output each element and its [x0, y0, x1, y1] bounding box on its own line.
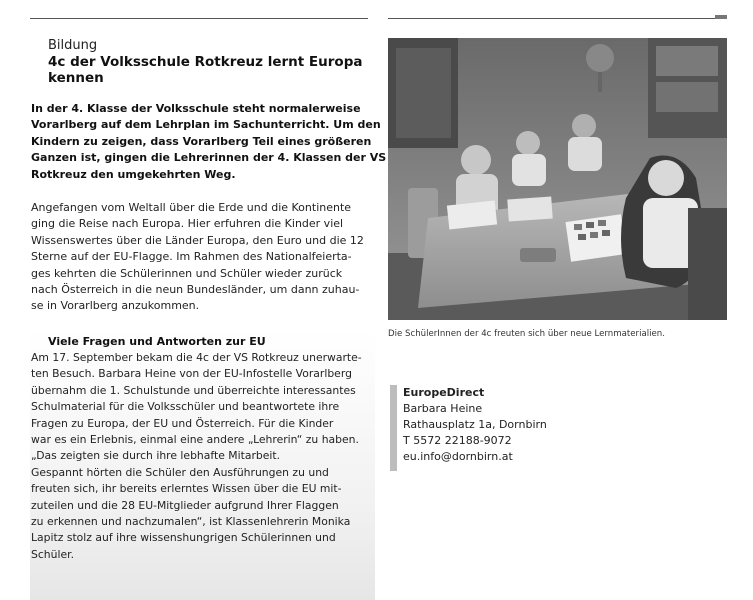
contact-person: Barbara Heine: [403, 402, 483, 415]
contact-address: Rathausplatz 1a, Dornbirn: [403, 418, 547, 431]
top-rule-right: [388, 18, 727, 19]
lead-line: Rotkreuz den umgekehrten Weg.: [31, 167, 236, 181]
paragraph-line: ten Besuch. Barbara Heine von der EU-Infostelle Vorarlberg: [31, 367, 352, 381]
article-paragraph-1: [31, 200, 371, 315]
paragraph-line: zu erkennen und nachzumalen“, ist Klassenlehrerin Monika: [31, 515, 351, 529]
paragraph-line: ging die Reise nach Europa. Hier erfuhren die Kinder viel: [31, 217, 344, 231]
paragraph-line: freuten sich, ihr bereits erlerntes Wissen über die EU mit-: [31, 482, 342, 496]
paragraph-line: Lapitz stolz auf ihre wissenshungrigen Schülerinnen und: [31, 531, 336, 545]
article-subheading: Viele Fragen und Antworten zur EU: [48, 335, 266, 348]
article-lead: [31, 101, 387, 183]
paragraph-line: Schulmaterial für die Volksschüler und beantwortete ihre: [31, 400, 340, 414]
article-paragraph-2: [31, 350, 371, 563]
contact-organization: EuropeDirect: [403, 386, 485, 399]
paragraph-line: war es ein Erlebnis, einmal eine andere „Lehrerin“ zu haben.: [31, 433, 359, 447]
top-rule-left: [30, 18, 368, 19]
lead-line: In der 4. Klasse der Volksschule steht normalerweise: [31, 102, 361, 115]
paragraph-line: Fragen zu Europa, der EU und Österreich. Für die Kinder: [31, 416, 334, 430]
paragraph-line: Wissenswertes über die Länder Europa, den Euro und die 12: [31, 233, 364, 247]
headline-line: 4c der Volksschule Rotkreuz lernt Europa: [48, 54, 363, 70]
article-headline: [48, 54, 368, 86]
lead-line: Vorarlberg auf dem Lehrplan im Sachunterricht. Um den: [31, 118, 381, 132]
paragraph-line: ges kehrten die Schülerinnen und Schüler wieder zurück: [31, 266, 343, 280]
paragraph-line: übernahm die 1. Schulstunde und überreichte interessantes: [31, 383, 356, 397]
paragraph-line: Schüler.: [31, 547, 74, 561]
paragraph-line: zuteilen und die 28 EU-Mitglieder aufgrund Ihrer Flaggen: [31, 498, 339, 512]
photo-caption: Die SchülerInnen der 4c freuten sich über neue Lernmaterialien.: [388, 329, 665, 339]
paragraph-line: se in Vorarlberg anzukommen.: [31, 299, 200, 313]
lead-line: Ganzen ist, gingen die Lehrerinnen der 4. Klassen der VS: [31, 151, 387, 165]
paragraph-line: „Das zeigten sie durch ihre lebhafte Mitarbeit.: [31, 449, 281, 463]
paragraph-line: Gespannt hörten die Schüler den Ausführungen zu und: [31, 465, 329, 479]
paragraph-line: Sterne auf der EU-Flagge. Im Rahmen des Nationalfeierta-: [31, 250, 352, 264]
paragraph-line: Am 17. September bekam die 4c der VS Rotkreuz unerwarte-: [31, 351, 362, 364]
article-kicker: Bildung: [48, 38, 98, 53]
contact-email: eu.info@dornbirn.at: [403, 450, 513, 463]
contact-phone: T 5572 22188-9072: [403, 434, 512, 447]
classroom-photo: [388, 38, 727, 320]
paragraph-line: nach Österreich in die neun Bundesländer, um dann zuhau-: [31, 283, 360, 297]
lead-line: Kindern zu zeigen, dass Vorarlberg Teil eines größeren: [31, 134, 372, 148]
paragraph-line: Angefangen vom Weltall über die Erde und die Kontinente: [31, 201, 352, 214]
contact-box: [390, 385, 603, 471]
headline-line: kennen: [48, 70, 104, 86]
